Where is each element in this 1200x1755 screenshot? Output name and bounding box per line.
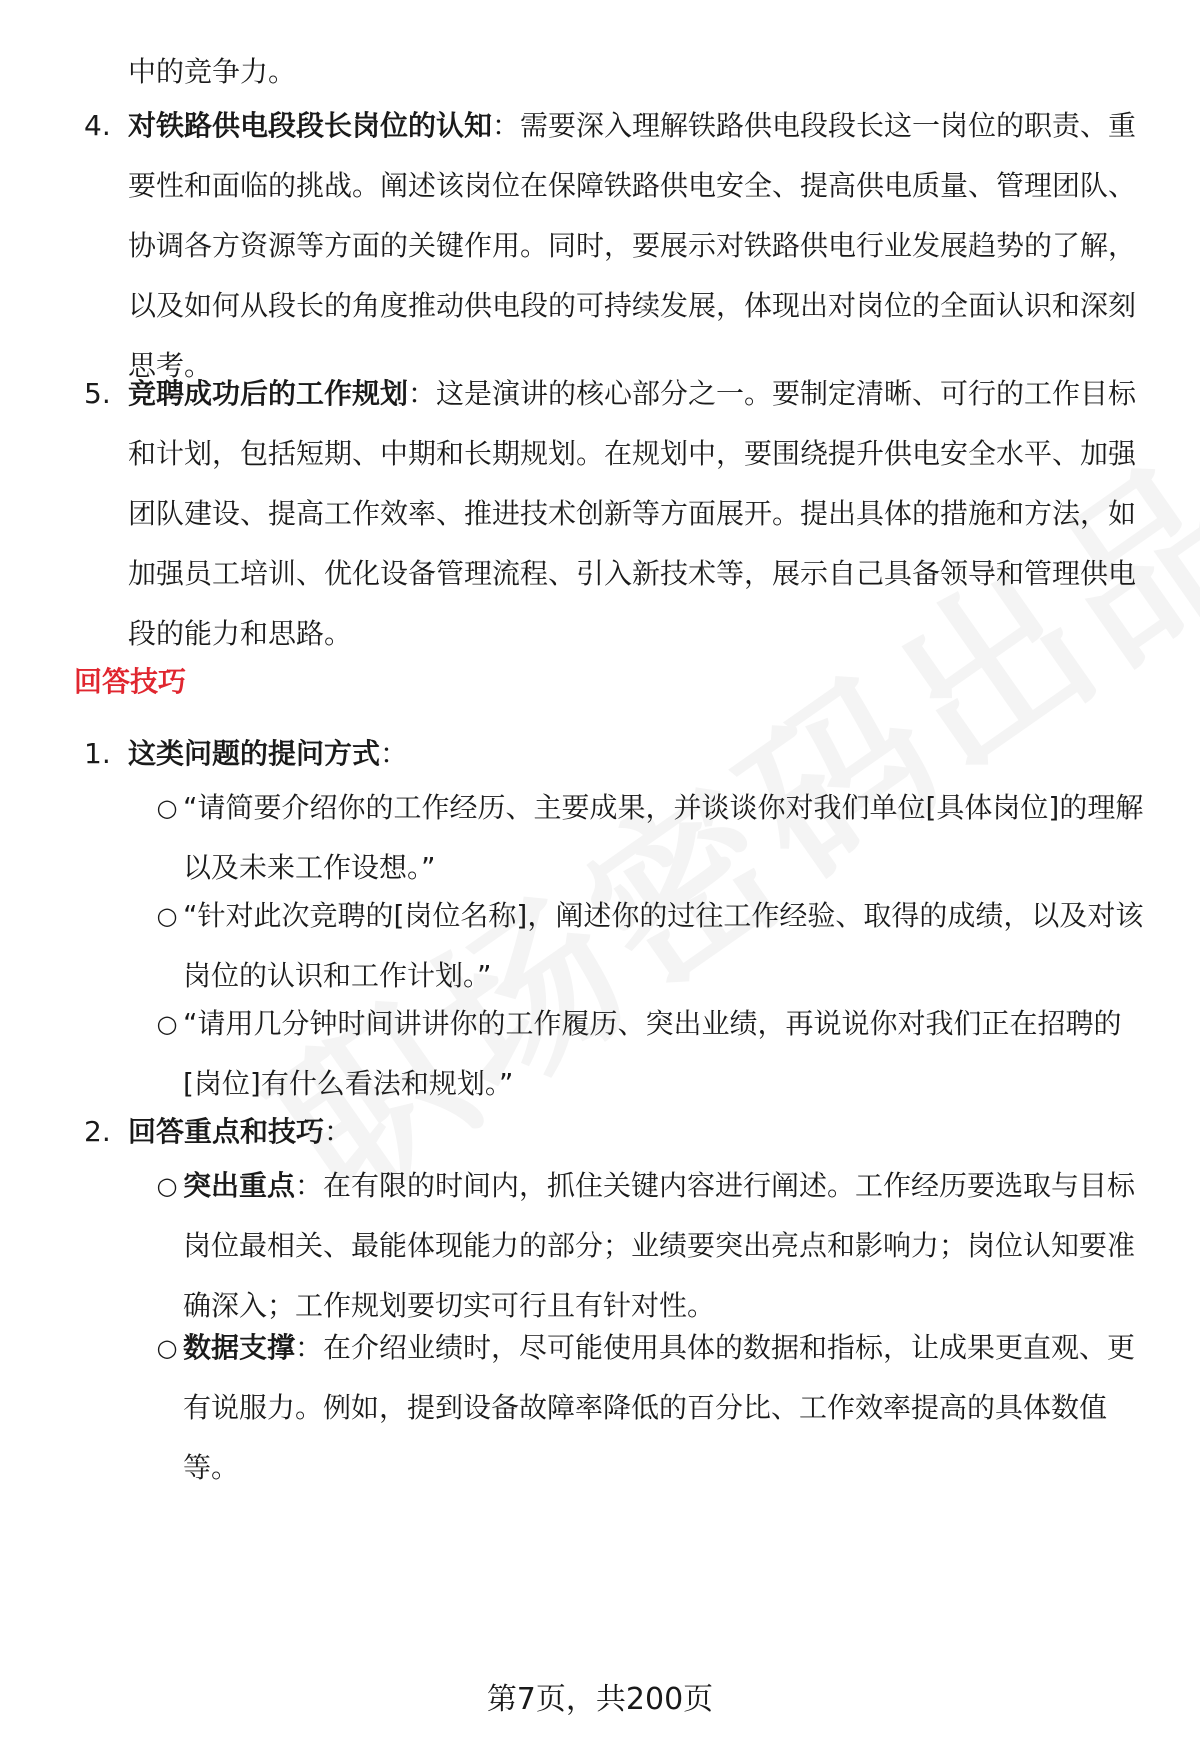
list-item-body	[128, 96, 1158, 396]
list-item-separator: ：	[324, 1115, 353, 1148]
list-item-body	[128, 364, 1158, 664]
bullet-title: 数据支撑	[183, 1331, 296, 1364]
bullet-body-text: 在有限的时间内，抓住关键内容进行阐述。工作经历要选取与目标岗位最相关、最能体现能力的部分；业绩要突出亮点和影响力；岗位认知要准确深入；工作规划要切实可行且有针对性。	[183, 1169, 1136, 1322]
bullet-circle-icon: ○	[156, 794, 178, 822]
list-item-separator: ：	[380, 737, 409, 770]
bullet-circle-icon: ○	[156, 902, 178, 930]
bullet-circle-icon: ○	[156, 1010, 178, 1038]
bullet-title: 突出重点	[183, 1169, 296, 1202]
list-item-title: 竞聘成功后的工作规划	[128, 377, 409, 410]
bullet-separator: ：	[295, 1169, 324, 1202]
bullet-text: “请简要介绍你的工作经历、主要成果，并谈谈你对我们单位[具体岗位]的理解以及未来工作设想。”	[183, 791, 1144, 884]
list-number: 5.	[84, 377, 111, 410]
bullet-body-text: 在介绍业绩时，尽可能使用具体的数据和指标，让成果更直观、更有说服力。例如，提到设备故障率降低的百分比、工作效率提高的具体数值等。	[183, 1331, 1136, 1484]
list-item-title: 对铁路供电段段长岗位的认知	[128, 109, 493, 142]
bullet-text	[183, 1318, 1158, 1498]
bullet-separator: ：	[295, 1331, 324, 1364]
section-heading: 回答技巧	[74, 665, 187, 698]
list-number: 1.	[84, 737, 111, 770]
intro-continuation: 中的竞争力。	[128, 55, 297, 88]
list-item-title: 回答重点和技巧	[128, 1115, 325, 1148]
list-item-separator: ：	[408, 377, 437, 410]
list-number: 2.	[84, 1115, 111, 1148]
list-number: 4.	[84, 109, 111, 142]
bullet-circle-icon: ○	[156, 1334, 178, 1362]
list-item-text: 需要深入理解铁路供电段段长这一岗位的职责、重要性和面临的挑战。阐述该岗位在保障铁路供电安全、提高供电质量、管理团队、协调各方资源等方面的关键作用。同时，要展示对铁路供电行业发展趋势的了解，以及如何从段长的角度推动供电段的可持续发展，体现出对岗位的全面认识和深刻思考。	[128, 109, 1137, 382]
list-item-body	[128, 1102, 1158, 1162]
list-item-title: 这类问题的提问方式	[128, 737, 381, 770]
list-item-separator: ：	[492, 109, 521, 142]
list-item-text: 这是演讲的核心部分之一。要制定清晰、可行的工作目标和计划，包括短期、中期和长期规划。在规划中，要围绕提升供电安全水平、加强团队建设、提高工作效率、推进技术创新等方面展开。提出具体的措施和方法，如加强员工培训、优化设备管理流程、引入新技术等，展示自己具备领导和管理供电段的能力和思路。	[128, 377, 1137, 650]
bullet-text: “针对此次竞聘的[岗位名称]，阐述你的过往工作经验、取得的成绩，以及对该岗位的认识和工作计划。”	[183, 899, 1144, 992]
bullet-text: “请用几分钟时间讲讲你的工作履历、突出业绩，再说说你对我们正在招聘的[岗位]有什么看法和规划。”	[183, 1007, 1122, 1100]
bullet-text	[183, 1156, 1158, 1336]
bullet-circle-icon: ○	[156, 1172, 178, 1200]
list-item-body	[128, 724, 1158, 784]
page-number-footer: 第7页，共200页	[486, 1682, 714, 1717]
